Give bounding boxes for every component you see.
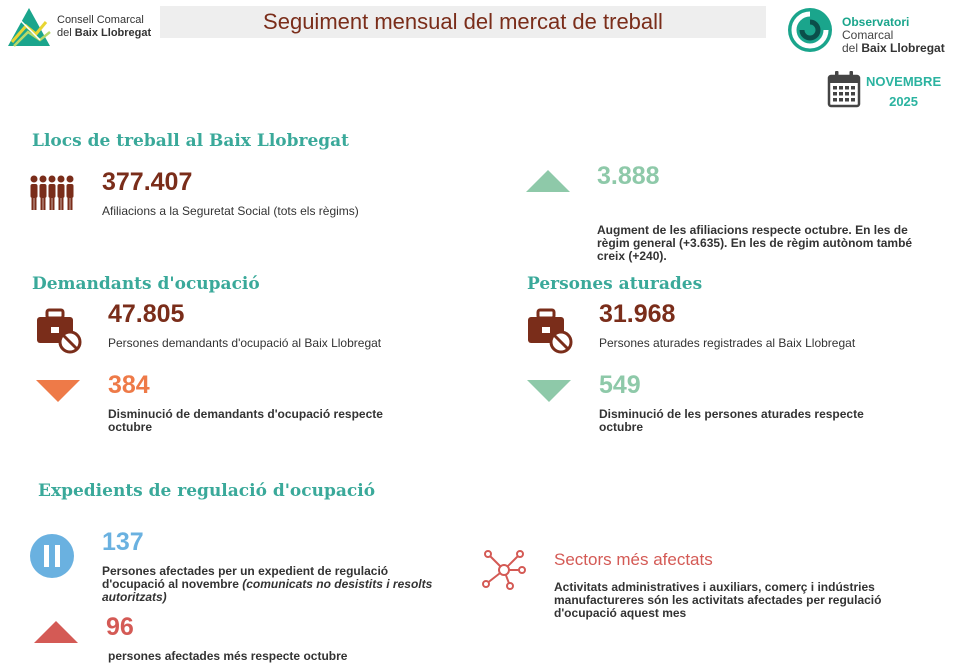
demandants-label: Persones demandants d'ocupació al Baix Llobregat	[108, 336, 382, 350]
page-title: Seguiment mensual del mercat de treball	[263, 9, 663, 34]
report-month: NOVEMBRE	[866, 74, 942, 89]
briefcase-blocked-icon	[36, 308, 82, 354]
sectors-text: Activitats administratives i auxiliars, comerç i indústries manufactureres són les activitats afectades per regulació d'ocupació aquest mes	[554, 580, 882, 620]
triangle-up-icon	[524, 168, 572, 194]
ero-value: 137	[102, 528, 144, 556]
workers-group-icon	[29, 174, 75, 212]
afiliacions-label: Afiliacions a la Seguretat Social (tots els règims)	[102, 204, 359, 218]
observatori-logo-text: Observatori Comarcal del Baix Llobregat	[842, 15, 945, 55]
triangle-down-icon	[525, 378, 573, 404]
network-nodes-icon	[480, 548, 528, 592]
sectors-title: Sectors més afectats	[554, 550, 713, 569]
demandants-value: 47.805	[108, 300, 185, 328]
consell-comarcal-logo-icon	[6, 6, 52, 48]
llocs-section-title: Llocs de treball al Baix Llobregat	[32, 131, 350, 151]
consell-comarcal-logo-text: Consell Comarcal del Baix Llobregat	[57, 14, 152, 39]
afiliacions-value: 377.407	[102, 168, 193, 196]
ero-change-value: 96	[106, 613, 134, 641]
page-title-bar	[160, 6, 766, 38]
report-year: 2025	[889, 94, 919, 109]
aturades-value: 31.968	[599, 300, 676, 328]
observatori-logo-icon	[786, 6, 834, 54]
demandants-change-label: Disminució de demandants d'ocupació respecte octubre	[108, 407, 383, 434]
aturades-change-label: Disminució de les persones aturades respecte octubre	[599, 407, 864, 434]
calendar-icon	[827, 70, 861, 108]
triangle-up-icon	[32, 619, 80, 645]
ero-change-label: persones afectades més respecte octubre	[108, 649, 348, 663]
triangle-down-icon	[34, 378, 82, 404]
aturades-label: Persones aturades registrades al Baix Llobregat	[599, 336, 856, 350]
ero-section-title: Expedients de regulació d'ocupació	[38, 481, 376, 501]
briefcase-blocked-icon	[527, 308, 573, 354]
aturades-section-title: Persones aturades	[527, 274, 703, 294]
pause-circle-icon	[29, 533, 75, 579]
ero-label: Persones afectades per un expedient de regulació d'ocupació al novembre (comunicats no desistits i resolts autoritzats)	[102, 564, 433, 604]
afiliacions-change-value: 3.888	[597, 162, 660, 190]
demandants-section-title: Demandants d'ocupació	[32, 274, 260, 294]
afiliacions-change-label: Augment de les afiliacions respecte octubre. En les de règim general (+3.635). En les de règim autònom també creix (+240).	[597, 223, 913, 263]
aturades-change-value: 549	[599, 371, 641, 399]
demandants-change-value: 384	[108, 371, 150, 399]
report-date	[866, 72, 941, 112]
